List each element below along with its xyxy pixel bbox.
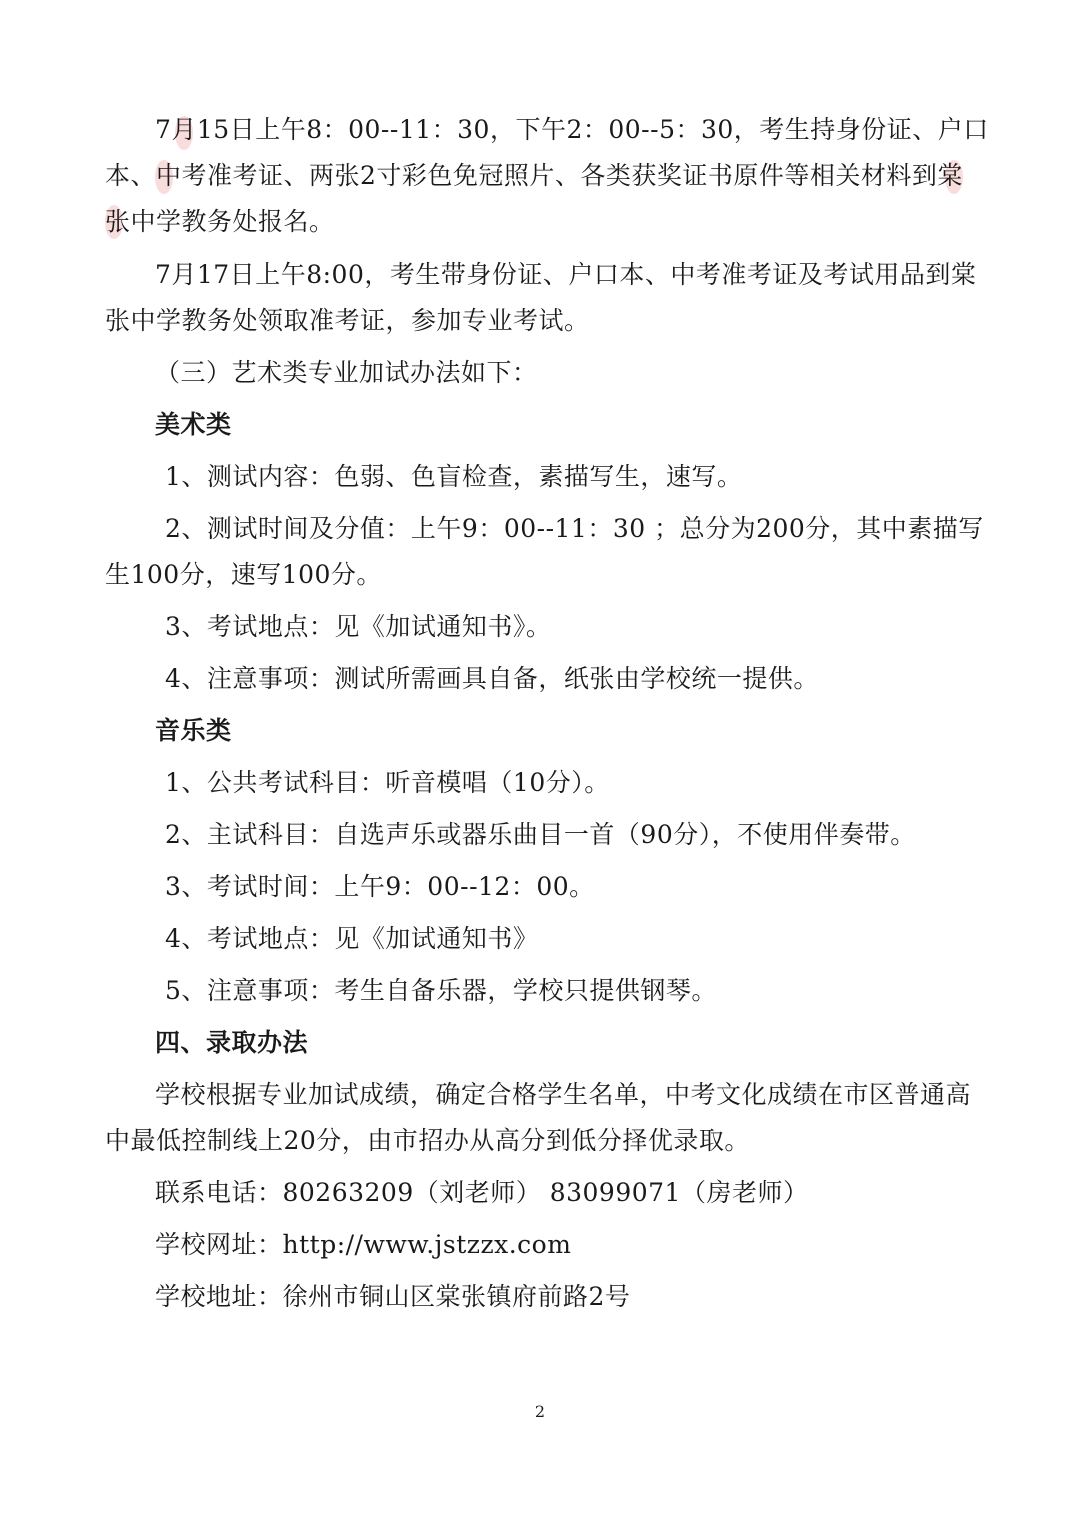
list-item: 3、考试时间：上午9：00--12：00。 xyxy=(165,872,595,901)
paragraph-line: 7月17日上午8:00，考生带身份证、户口本、中考准考证及考试用品到棠 xyxy=(155,260,977,289)
page-number: 2 xyxy=(534,1402,546,1421)
paragraph-line: 张中学教务处报名。 xyxy=(105,207,335,236)
section-heading-art: 美术类 xyxy=(155,410,232,439)
list-item: 1、公共考试科目：听音模唱（10分）。 xyxy=(165,768,610,797)
section-heading-admission: 四、录取办法 xyxy=(155,1028,309,1057)
paragraph-line: 中最低控制线上20分，由市招办从高分到低分择优录取。 xyxy=(105,1126,750,1155)
list-item: 2、测试时间及分值：上午9：00--11：30 ；总分为200分，其中素描写 xyxy=(165,514,984,543)
list-item: 3、考试地点：见《加试通知书》。 xyxy=(165,612,552,641)
list-item: 1、测试内容：色弱、色盲检查，素描写生，速写。 xyxy=(165,462,743,491)
subsection-title: （三）艺术类专业加试办法如下： xyxy=(155,358,538,387)
contact-phone: 联系电话：80263209（刘老师） 83099071（房老师） xyxy=(155,1178,809,1207)
list-item: 5、注意事项：考生自备乐器，学校只提供钢琴。 xyxy=(165,976,717,1005)
list-item-continued: 生100分，速写100分。 xyxy=(105,560,382,589)
section-heading-music: 音乐类 xyxy=(155,716,232,745)
paragraph-line: 7月15日上午8：00--11：30，下午2：00--5：30，考生持身份证、户口 xyxy=(155,115,989,144)
paragraph-line: 张中学教务处领取准考证，参加专业考试。 xyxy=(105,306,590,335)
paragraph-line: 本、中考准考证、两张2寸彩色免冠照片、各类获奖证书原件等相关材料到棠 xyxy=(105,161,963,190)
paragraph-line: 学校根据专业加试成绩，确定合格学生名单，中考文化成绩在市区普通高 xyxy=(155,1080,972,1109)
school-address: 学校地址：徐州市铜山区棠张镇府前路2号 xyxy=(155,1282,631,1311)
school-website: 学校网址：http://www.jstzzx.com xyxy=(155,1230,572,1259)
list-item: 2、主试科目：自选声乐或器乐曲目一首（90分），不使用伴奏带。 xyxy=(165,820,916,849)
list-item: 4、考试地点：见《加试通知书》 xyxy=(165,924,539,953)
list-item: 4、注意事项：测试所需画具自备，纸张由学校统一提供。 xyxy=(165,664,819,693)
